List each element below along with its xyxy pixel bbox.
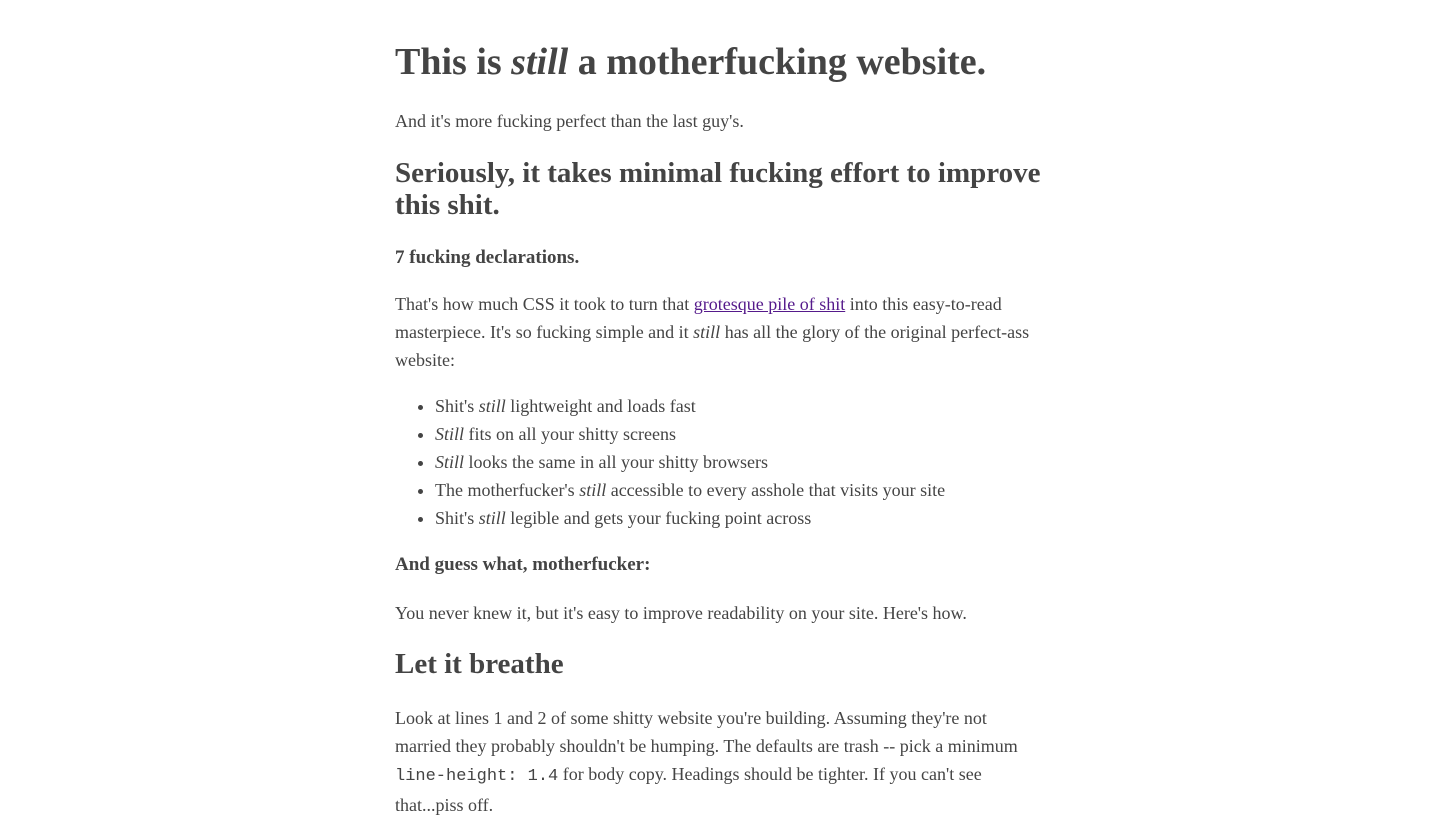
guess-heading: And guess what, motherfucker: [395,554,651,575]
list-item: • Still fits on all your shitty screens [435,420,945,448]
line-height-paragraph-text: for body copy. Headings should be tighter. If you can't see that...piss off. [395,764,982,815]
seriously-heading: Seriously, it takes minimal fucking effort to improve this shit. [395,157,1041,221]
line-height-code: line-height: 1.4 [395,767,559,786]
grotesque-link[interactable]: grotesque pile of shit [693,294,846,314]
line-height-paragraph [395,704,1035,819]
readability-paragraph: You never knew it, but it's easy to improve readability on your site. Here's how. [395,603,967,623]
page-title-emphasis: still [511,41,569,83]
list-item: • The motherfucker's still accessible to every asshole that visits your site [435,476,945,504]
css-paragraph-text: into this easy-to-read masterpiece. It's so fucking simple and it [395,294,1002,342]
breathe-heading: Let it breathe [395,648,564,680]
intro-paragraph: And it's more fucking perfect than the last guy's. [395,111,744,131]
declarations-heading: 7 fucking declarations. [395,247,580,268]
css-paragraph-text: has all the glory of the original perfect-ass website: [395,322,1030,370]
list-item: • Shit's still lightweight and loads fast [435,392,945,420]
css-paragraph-emphasis: still [693,322,721,342]
list-item: • Still looks the same in all your shitty browsers [435,448,945,476]
page-title [395,40,986,84]
list-item: • Shit's still legible and gets your fucking point across [435,504,945,532]
css-paragraph [395,290,1040,374]
css-paragraph-text: That's how much CSS it took to turn that [395,294,694,314]
line-height-paragraph-text: Look at lines 1 and 2 of some shitty website you're building. Assuming they're not married they probably shouldn't be humping. The defaults are trash -- pick a minimum [395,708,1018,756]
features-list [395,392,945,532]
page-title-part1: This is [395,41,512,83]
page-title-part2: a motherfucking website. [568,41,987,83]
